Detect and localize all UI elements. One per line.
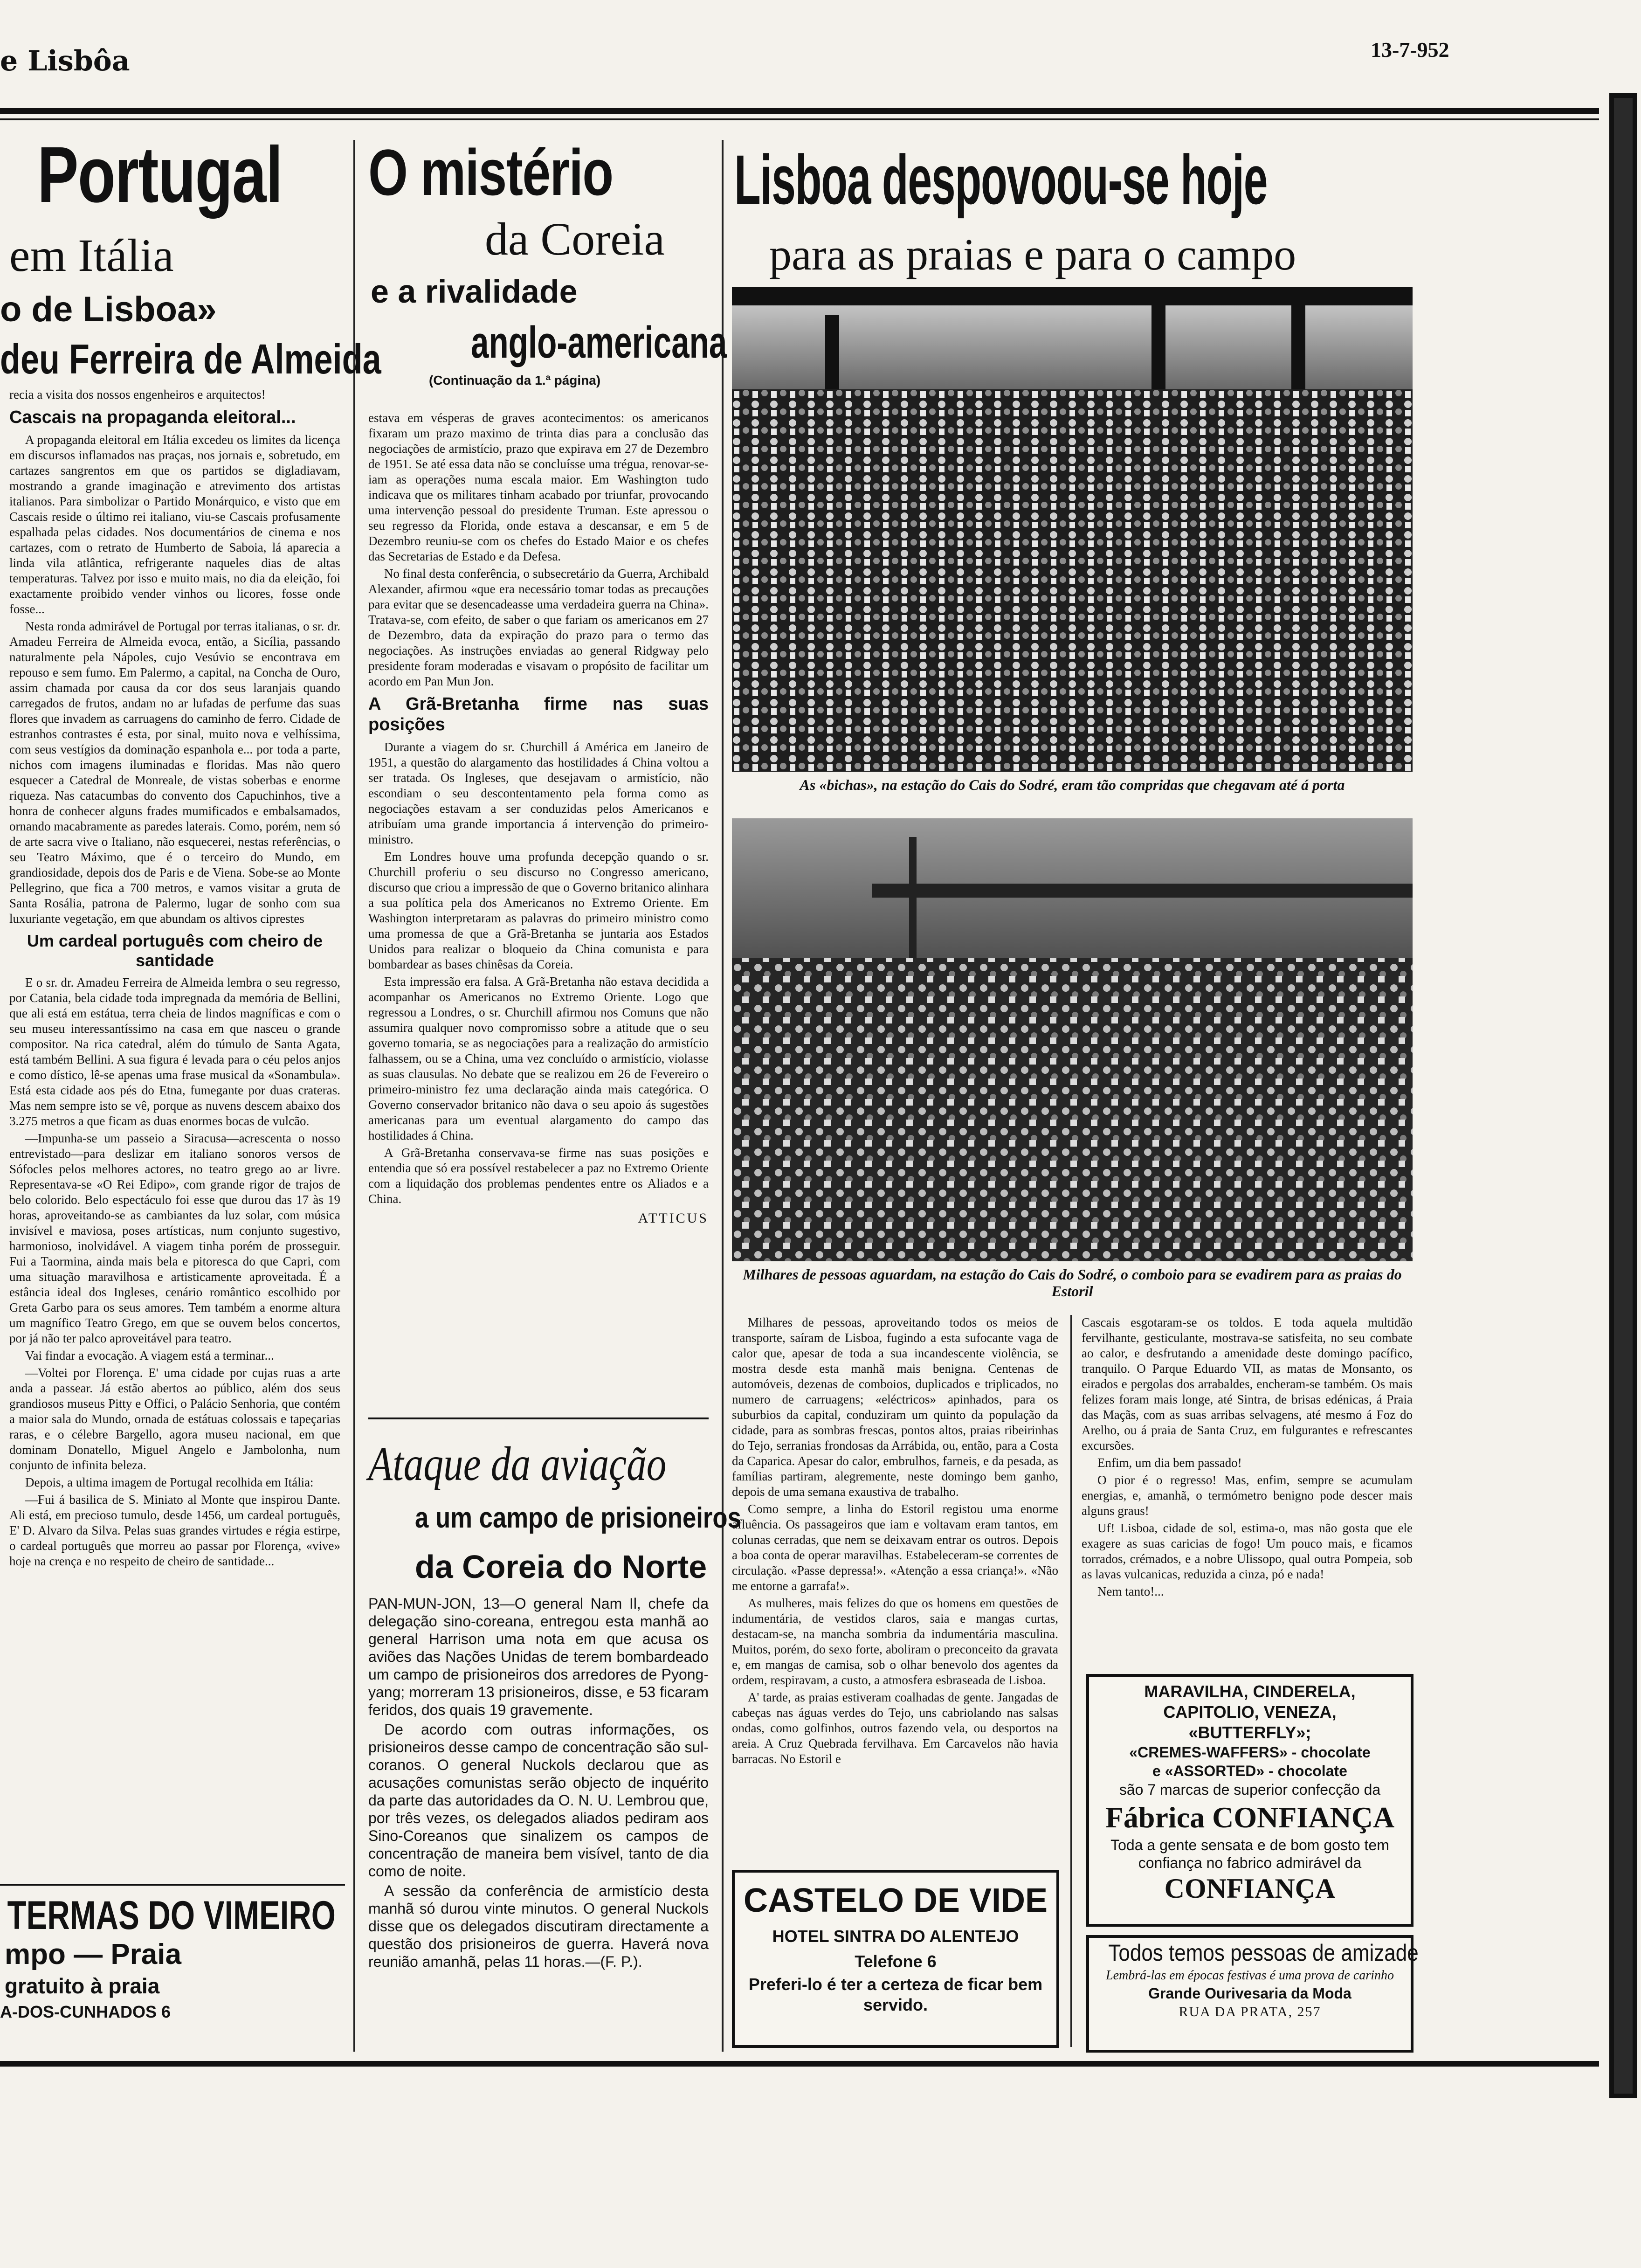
headline-coreia-norte: da Coreia do Norte bbox=[415, 1549, 707, 1585]
deck-em-italia: em Itália bbox=[9, 229, 174, 281]
article-body-ataque bbox=[368, 1595, 709, 2056]
paragraph: A Grã-Bretanha conservava-se firme nas suas posições e entendia que só era possível restabelecer a paz no Extremo Oriente com a liquidação dos problemas pendentes entre os Aliados e a China. bbox=[368, 1146, 709, 1206]
masthead-date: 13-7-952 bbox=[1371, 38, 1449, 62]
ad-conf-line1: MARAVILHA, CINDERELA, bbox=[1144, 1682, 1356, 1701]
ad-conf-line6: são 7 marcas de superior confecção da bbox=[1119, 1781, 1381, 1798]
paragraph: recia a visita dos nossos engenheiros e arquitectos! bbox=[9, 387, 266, 401]
ad-conf-line8: Toda a gente sensata e de bom gosto tem confiança no fabrico admirável da bbox=[1110, 1837, 1389, 1871]
top-rule bbox=[0, 108, 1599, 114]
subhead-cardeal: Um cardeal português com cheiro de santidade bbox=[27, 931, 323, 970]
ad-castelo-hotel: HOTEL SINTRA DO ALENTEJO bbox=[772, 1927, 1019, 1946]
ad-conf-brand: Fábrica CONFIANÇA bbox=[1105, 1801, 1395, 1834]
ad-fabrica-confianca bbox=[1086, 1674, 1413, 1927]
column-divider bbox=[722, 140, 724, 2052]
ad-conf-line2: CAPITOLIO, VENEZA, bbox=[1163, 1702, 1337, 1722]
ad-conf-line4: «CREMES-WAFFERS» - chocolate bbox=[1129, 1744, 1371, 1761]
paragraph: Como sempre, a linha do Estoril registou uma enorme afluência. Os passageiros que iam e voltavam eram tantos, em colunas cerradas, que nem se deixavam entrar os outros. Depois a boa conta de operar maravilhas. Estabeleceram-se correntes de circulação. «Passe depressa!». «Atenção a essa criança!». «Não me entorne a garrafa!». bbox=[732, 1502, 1058, 1593]
subhead-gra-bretanha: A Grã-Bretanha firme nas suas posições bbox=[368, 694, 709, 734]
ad-our-line2: Lembrá-las em épocas festivas é uma prova de carinho bbox=[1106, 1968, 1394, 1983]
paragraph: Nesta ronda admirável de Portugal por terras italianas, o sr. dr. Amadeu Ferreira de Almeida evoca, então, a Sicília, passando naturalmente pela Nápoles, cujo Vesúvio se encontrava em repouso e sem fumo. Em Palermo, a capital, na Concha de Ouro, assim chamada por causa da cor dos seus laranjais quando carregados de frutos, andam no ar lufadas de perfume das suas flores que invadem as carruagens do caminho de ferro. Cidade de estranhos contrastes é esta, por sinal, muito nova e velhíssima, com seus vestígios da dominação espanhola e... por toda a parte, nichos com imagens iluminadas e floridas. Mas não quero esquecer a Catedral de Monreale, de vistas soberbas e enorme riqueza. Nas catacumbas do convento dos Capuchinhos, tive a honra de conhecer alguns frades mumificados e embalsamados, ornando macabramente as paredes laterais. Como, porém, nem só de arte sacra vive o Italiano, não esquecerei, nestas referências, o seu Teatro Máximo, que é o terceiro do Mundo, em grandiosidade, depois dos de Paris e de Viena. Sobe-se ao Monte Pellegrino, que fica a 700 metros, e vamos visitar a gruta de Santa Rosália, patrona de Palermo, lugar de sonho com sua luxuriante vegetação, em que abundam os altivos ciprestes bbox=[9, 619, 340, 926]
ad-castelo-phone: Telefone 6 bbox=[855, 1952, 937, 1971]
photo-estacao-estoril bbox=[732, 818, 1413, 1261]
headline-rivalidade: e a rivalidade bbox=[371, 273, 578, 310]
ad-termas-line3: gratuito à praia bbox=[5, 1974, 160, 1998]
ad-our-address: RUA DA PRATA, 257 bbox=[1179, 2004, 1321, 2019]
article-body-col1 bbox=[9, 387, 340, 1879]
section-rule bbox=[368, 1418, 709, 1419]
masthead-section-title: e Lisbôa bbox=[0, 45, 130, 77]
ad-castelo-title: CASTELO DE VIDE bbox=[743, 1882, 1048, 1919]
paragraph: A sessão da conferência de armistício desta manhã só durou vinte minutos. O general Nuckols disse que os delegados discutiram directamente a questão dos prisioneiros de guerra. Haverá nova reunião amanhã, pelas 11 horas.—(F. P.). bbox=[368, 1882, 709, 1970]
headline-o-misterio: O mistério bbox=[368, 136, 613, 209]
column-divider bbox=[353, 140, 355, 2052]
ad-our-title: Todos temos pessoas de amizade bbox=[1108, 1940, 1419, 1966]
paragraph: A propaganda eleitoral em Itália excedeu os limites da licença em discursos inflamados nas praças, nos jornais e, sobretudo, em cartazes sangrentos em que os partidos se digladiavam, mostrando a grande imaginação e atrevimento dos artistas italianos. Para simbolizar o Partido Monárquico, e visto que em Cascais reside o último rei italiano, viu-se Cascais profusamente espalhada pelas cidades. Nos documentários de cinema e nos cartazes, com o retrato de Humberto de Saboia, lá aparecia a linda vila atlântica, refrigerante naqueles dias de altas temperaturas. Talvez por isso e muito mais, no dia da eleição, foi exactamente proibido vender vinhos ou licores, fosse onde fosse... bbox=[9, 433, 340, 616]
photo-platform-image bbox=[732, 818, 1413, 1261]
top-rule-thin bbox=[0, 118, 1599, 120]
subhead-cascais: Cascais na propaganda eleitoral... bbox=[9, 408, 296, 427]
scrollbar-thumb[interactable] bbox=[1614, 98, 1633, 2094]
ad-conf-line3: «BUTTERFLY»; bbox=[1188, 1723, 1311, 1742]
photo-caption-2: Milhares de pessoas aguardam, na estação do Cais do Sodré, o comboio para se evadirem para as praias do Estoril bbox=[743, 1266, 1402, 1300]
paragraph: PAN-MUN-JON, 13—O general Nam Il, chefe da delegação sino-coreana, entregou esta manhã ao general Harrison uma nota em que acusa os aviões das Nações Unidas de terem bombardeado um campo de prisioneiros dos arredores de Pyong-yang; morreram 13 prisioneiros, disse, e 53 ficaram feridos, dos quais 19 gravemente. bbox=[368, 1595, 709, 1718]
signature: ATTICUS bbox=[638, 1210, 709, 1226]
paragraph: O pior é o regresso! Mas, enfim, sempre se acumulam energias, e, amanhã, o termómetro benigno pode descer mais alguns graus! bbox=[1082, 1473, 1413, 1518]
paragraph: No final desta conferência, o subsecretário da Guerra, Archibald Alexander, afirmou «que era necessário tomar todas as precauções para evitar que se desencadeasse uma verdadeira guerra na China». Tratava-se, com efeito, de saber o que fariam os americanos em 27 de Dezembro, data da expiração do prazo para o termo das negociações. As instruções enviadas ao general Ridgway pelo presidente foram moderadas e visavam o propósito de facilitar um acordo em Pan Mun Jon. bbox=[368, 567, 709, 688]
ad-conf-brand-2: CONFIANÇA bbox=[1164, 1873, 1336, 1904]
paragraph: Cascais esgotaram-se os toldos. E toda aquela multidão fervilhante, gesticulante, mostrava-se satisfeita, no seu combate ao calor, e desfrutando a amenidade deste domingo pacífico, tranquilo. O Parque Eduardo VII, as matas de Monsanto, os eirados e pergolas dos arrabaldes, encheram-se também. Os mais felizes foram mais longe, até Sintra, de brisas edénicas, á Praia das Maçãs, com as suas arribas selvagens, até mesmo á Foz do Arelho, ou á praia de Santa Cruz, em fulgurantes e refrescantes excursões. bbox=[1082, 1315, 1413, 1452]
photo-crowd-image bbox=[732, 287, 1413, 772]
continuation-note: (Continuação da 1.ª página) bbox=[429, 373, 601, 387]
bottom-rule bbox=[0, 2061, 1599, 2067]
photo-caption-1: As «bichas», na estação do Cais do Sodré, eram tão compridas que chegavam até á porta bbox=[800, 776, 1345, 793]
ad-castelo-de-vide bbox=[732, 1870, 1059, 2048]
paragraph: E o sr. dr. Amadeu Ferreira de Almeida lembra o seu regresso, por Catania, bela cidade toda impregnada da memória de Bellini, que ali está em estátua, terra cheia de lindos magníficas e com o seu museu interessantíssimo na casa em que nasceu o grande compositor. Na rica catedral, além do túmulo de Santa Agata, está também Bellini. A sua figura é levada para o céu pelos anjos e como dístico, lê-se apenas uma frase musical da «Sonambula». Está esta cidade aos pés do Etna, fumegante por duas crateras. Mas nem sempre isto se vê, porque as nuvens descem abaixo dos 3.275 metros a que ficam as duas enormes bocas de vulcão. bbox=[9, 975, 340, 1128]
paragraph: Depois, a ultima imagem de Portugal recolhida em Itália: bbox=[25, 1475, 314, 1489]
ad-our-name: Grande Ourivesaria da Moda bbox=[1148, 1985, 1351, 2002]
paragraph: Em Londres houve uma profunda decepção quando o sr. Churchill proferiu o seu discurso no Congresso americano, discurso que criou a impressão de que o Governo britanico alinhara a sua política pela dos Americanos no Extremo Oriente. Em Washington interpretaram as palavras do primeiro ministro como uma promessa de que a Grã-Bretanha se juntaria aos Estados Unidos para realizar o bloqueio da China comunista e para bombardear as bases chinêsas da Coreia. bbox=[368, 850, 709, 971]
paragraph: De acordo com outras informações, os prisioneiros desse campo de concentração são sul-coranos. O general Nuckols declarou que as acusações comunistas serão objecto de inquérito da parte das autoridades da O. N. U. Lembrou que, por três vezes, os delegados aliados pediram aos Sino-Coreanos que sinalizem os campos de concentração de maneira bem visível, tanto de dia como de noite. bbox=[368, 1721, 709, 1880]
paragraph: Vai findar a evocação. A viagem está a terminar... bbox=[25, 1348, 274, 1362]
photo-cais-sodre-queues bbox=[732, 287, 1413, 772]
paragraph: —Impunha-se um passeio a Siracusa—acrescenta o nosso entrevistado—para deslizar em italiano sonoros versos de Sófocles pelos melhores actores, no teatro grego ao ar livre. Representava-se «O Rei Edipo», com grande rigor de trajos de belo colorido. Belo espectáculo foi esse que durou das 17 às 19 horas, aproveitando-se as cambiantes da luz solar, com música invisível e maviosa, poses artísticas, num conjunto sugestivo, harmonioso, inolvidável. A viagem tinha porém de prosseguir. Fui a Taormina, ainda mais bela e pitoresca do que Capri, com uma situação maravilhosa e artisticamente aproveitada. É a estância ideal dos Ingleses, cenário romântico escolhido por Greta Garbo para os seus amores. Tem também a enorme altura um magnífico Teatro Grego, em que se ouvem belos concertos, por já não ter palco aproveitável para teatro. bbox=[9, 1131, 340, 1345]
ad-termas-line2: mpo — Praia bbox=[5, 1938, 181, 1971]
paragraph: Milhares de pessoas, aproveitando todos os meios de transporte, saíram de Lisboa, fugindo a esta sufocante vaga de calor que, apesar de toda a sua incandescente violência, se mostra desde esta manhã mais benigna. Centenas de automóveis, dezenas de comboios, duplicados e triplicados, no numero de carruagens; «eléctricos» apinhados, para os suburbios da capital, conduziram um quinto da população da cidade, para as sombras frescas, pontos altos, praias ribeirinhas do Tejo, serranias frondosas da Arrábida, ou, então, para a Costa da Caparica. Apesar do calor, embrulhos, farneis, e da pesada, as famílias partiram, alegremente, neste domingo bem ganho, depois de uma semana exaustiva de trabalho. bbox=[732, 1315, 1058, 1499]
ad-termas-vimeiro bbox=[0, 1893, 345, 2047]
column-divider bbox=[1070, 1315, 1072, 2047]
ad-ourivesaria-moda bbox=[1086, 1935, 1419, 2053]
ad-termas-title: TERMAS DO VIMEIRO bbox=[7, 1893, 336, 1938]
paragraph: —Voltei por Florença. E' uma cidade por cujas ruas a arte anda a passear. Já estão abertos ao público, além dos seus grandiosos museus Pitty e Offici, o Palácio Senhoria, que contém a maior sala do Mundo, ornada de estátuas colossais e tapeçarias raras, e o célebre Bargello, agora museu nacional, em que dominam Donatello, Miguel Angelo e Jambolonha, num conjunto de infinita beleza. bbox=[9, 1366, 340, 1472]
paragraph: As mulheres, mais felizes do que os homens em questões de indumentária, de vestidos claros, saia e mangas curtas, destacam-se, na mancha sombria da indumentária masculina. Muitos, porém, do sexo forte, aboliram o preconceito da gravata e, em mangas de camisa, sob o olhar benevolo dos agentes da ordem, respiravam, a custo, a atmosfera esbraseada de Lisboa. bbox=[732, 1596, 1058, 1687]
headline-lisboa-despovoou: Lisboa despovoou-se hoje bbox=[734, 140, 1268, 219]
ad-termas-line4: A-DOS-CUNHADOS 6 bbox=[0, 2002, 171, 2021]
subheadline-praias-campo: para as praias e para o campo bbox=[769, 229, 1296, 279]
paragraph: Nem tanto!... bbox=[1097, 1584, 1164, 1598]
ad-rule bbox=[0, 1884, 345, 1886]
ad-castelo-slogan: Preferi-lo é ter a certeza de ficar bem servido. bbox=[748, 1975, 1043, 2014]
deck-lisboa: o de Lisboa» bbox=[0, 290, 217, 329]
paragraph: estava em vésperas de graves acontecimentos: os americanos fixaram um prazo maximo de trinta dias para a conclusão das negociações de armistício, prazo que expirava em 27 de Dezembro de 1951. Se até essa data não se concluísse uma trégua, renovar-se-iam as operações numa escala maior. Em Washington tudo indicava que os militares tinham acabado por triunfar, provocando uma intervenção pessoal do presidente Truman. Este apressou o seu regresso da Florida, onde estava a descansar, e em 5 de Dezembro reuniu-se com os chefes do Estado Maior e os chefes das Secretarias de Estado e da Defesa. bbox=[368, 411, 709, 563]
headline-campo-prisioneiros: a um campo de prisioneiros bbox=[415, 1502, 741, 1534]
deck-ferreira-almeida: deu Ferreira de Almeida bbox=[0, 336, 381, 383]
article-body-col3-right bbox=[1082, 1315, 1413, 1669]
ad-conf-line5: e «ASSORTED» - chocolate bbox=[1152, 1763, 1347, 1779]
headline-ataque-aviacao: Ataque da aviação bbox=[368, 1437, 667, 1491]
headline-da-coreia: da Coreia bbox=[485, 213, 665, 265]
headline-portugal: Portugal bbox=[37, 131, 283, 219]
article-body-col3-left bbox=[732, 1315, 1058, 1856]
paragraph: —Fui á basilica de S. Miniato al Monte que inspirou Dante. Ali está, em precioso tumulo, desde 1456, um cardeal português, E' D. Alvaro da Silva. Pelas suas grandes virtudes e régia estirpe, o cardeal português que morreu ao passar por Florença, «vive» hoje na crença e no respeito de cheiro de santidade... bbox=[9, 1493, 340, 1568]
article-body-col2 bbox=[368, 410, 709, 1413]
paragraph: A' tarde, as praias estiveram coalhadas de gente. Jangadas de cabeças nas águas verdes do Tejo, uns cabriolando nas salsas ondas, como golfinhos, outros fazendo vela, ou desportos na areia. A Cruz Quebrada fervilhava. Em Carcavelos não havia barracas. No Estoril e bbox=[732, 1690, 1058, 1766]
headline-anglo-americana: anglo-americana bbox=[471, 318, 727, 367]
paragraph: Durante a viagem do sr. Churchill á América em Janeiro de 1951, a questão do alargamento das hostilidades á China voltou a ser tratada. Os Ingleses, que desejavam o armistício, não escondiam o seu descontentamento pela forma como as negociações estavam a ser conduzidas pelos Americanos e atribuíam uma grande importancia á intervenção do primeiro-ministro. bbox=[368, 740, 709, 846]
paragraph: Uf! Lisboa, cidade de sol, estima-o, mas não gosta que ele exagere as suas caricias de fogo! Um pouco mais, e ficamos torrados, crémados, e a nobre Ulissopo, qual outra Pompeia, sob as lavas vulcanicas, reduzida a cinza, pó e nada! bbox=[1082, 1521, 1413, 1581]
paragraph: Esta impressão era falsa. A Grã-Bretanha não estava decidida a acompanhar os Americanos no Extremo Oriente. Logo que regressou a Londres, o sr. Churchill afirmou nos Comuns que não assumira qualquer novo compromisso sobre a atitude que o seu governo tomaria, se as negociações para a realização do armistício falhassem, ou se a China, uma vez concluído o armistício, violasse as suas clausulas. No debate que se realizou em 26 de Fevereiro o primeiro-ministro fez uma declaração ainda mais categórica. O Governo conservador britanico não dava o seu apoio ás sugestões americanas para um eventual alargamento do campo das hostilidades á China. bbox=[368, 975, 709, 1142]
paragraph: Enfim, um dia bem passado! bbox=[1097, 1456, 1242, 1470]
